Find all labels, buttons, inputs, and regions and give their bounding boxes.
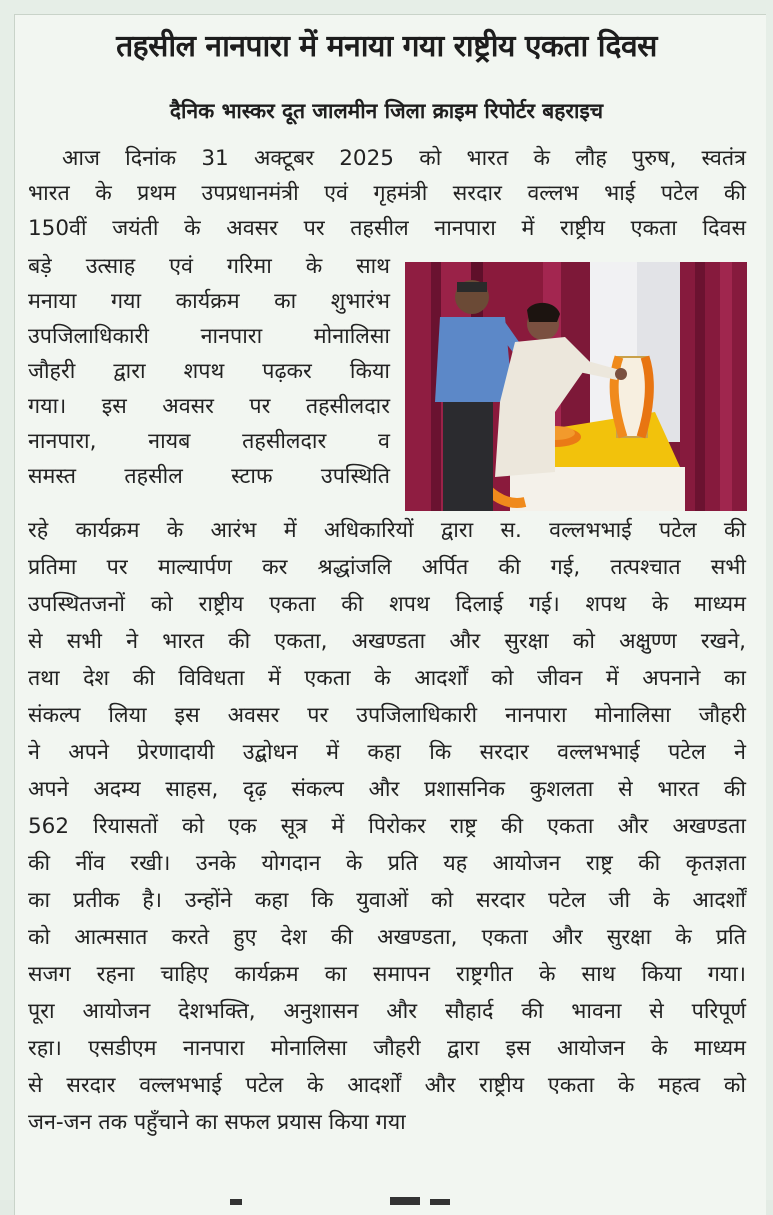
article-line: भारत के प्रथम उपप्रधानमंत्री एवं गृहमंत्री सरदार वल्लभ भाई पटेल की: [28, 181, 746, 206]
article-line: जन-जन तक पहुँचाने का सफल प्रयास किया गया: [28, 1110, 406, 1135]
article-line: संकल्प लिया इस अवसर पर उपजिलाधिकारी नानपारा मोनालिसा जौहरी: [28, 703, 746, 728]
event-photo: [405, 262, 747, 511]
article-byline: दैनिक भास्कर दूत जालमीन जिला क्राइम रिपोर्टर बहराइच: [169, 99, 604, 123]
article-line: उपजिलाधिकारी नानपारा मोनालिसा: [28, 324, 390, 349]
cut-off-text-marks: [230, 1195, 530, 1205]
article-line: 562 रियासतों को एक सूत्र में पिरोकर राष्ट्र की एकता और अखण्डता: [28, 814, 746, 839]
article-line: रहे कार्यक्रम के आरंभ में अधिकारियों द्वारा स. वल्लभभाई पटेल की: [28, 518, 746, 543]
article-line: गया। इस अवसर पर तहसीलदार: [28, 394, 390, 419]
article-line: अपने अदम्य साहस, दृढ़ संकल्प और प्रशासनिक कुशलता से भारत की: [28, 777, 746, 802]
article-line: को आत्मसात करते हुए देश की अखण्डता, एकता और सुरक्षा के प्रति: [28, 925, 746, 950]
article-line: मनाया गया कार्यक्रम का शुभारंभ: [28, 289, 390, 314]
article-line: समस्त तहसील स्टाफ उपस्थिति: [28, 464, 390, 489]
article-line: जौहरी द्वारा शपथ पढ़कर किया: [28, 359, 390, 384]
article-line: पूरा आयोजन देशभक्ति, अनुशासन और सौहार्द की भावना से परिपूर्ण: [28, 999, 746, 1024]
article-line: उपस्थितजनों को राष्ट्रीय एकता की शपथ दिलाई गई। शपथ के माध्यम: [28, 592, 746, 617]
article-line: तथा देश की विविधता में एकता के आदर्शों को जीवन में अपनाने का: [28, 666, 746, 691]
article-line: ने अपने प्रेरणादायी उद्बोधन में कहा कि सरदार वल्लभभाई पटेल ने: [28, 740, 746, 765]
article-line: की नींव रखी। उनके योगदान के प्रति यह आयोजन राष्ट्र की कृतज्ञता: [28, 851, 746, 876]
next-headline-fragment: [230, 1190, 530, 1200]
event-photo-image: [405, 262, 747, 511]
article-line: प्रतिमा पर माल्यार्पण कर श्रद्धांजलि अर्पित की गई, तत्पश्चात सभी: [28, 555, 746, 580]
article-line: से सभी ने भारत की एकता, अखण्डता और सुरक्षा को अक्षुण्ण रखने,: [28, 629, 746, 654]
article-line: रहा। एसडीएम नानपारा मोनालिसा जौहरी द्वारा इस आयोजन के माध्यम: [28, 1036, 746, 1061]
article-headline: तहसील नानपारा में मनाया गया राष्ट्रीय एकता दिवस: [116, 29, 657, 64]
article-line: आज दिनांक 31 अक्टूबर 2025 को भारत के लौह पुरुष, स्वतंत्र: [62, 146, 746, 171]
article-line: का प्रतीक है। उन्होंने कहा कि युवाओं को सरदार पटेल जी के आदर्शों: [28, 888, 746, 913]
article-line: नानपारा, नायब तहसीलदार व: [28, 429, 390, 454]
article-line: से सरदार वल्लभभाई पटेल के आदर्शों और राष्ट्रीय एकता के महत्व को: [28, 1073, 746, 1098]
article-line: सजग रहना चाहिए कार्यक्रम का समापन राष्ट्रगीत के साथ किया गया।: [28, 962, 746, 987]
article-line: बड़े उत्साह एवं गरिमा के साथ: [28, 254, 390, 279]
article-line: 150वीं जयंती के अवसर पर तहसील नानपारा में राष्ट्रीय एकता दिवस: [28, 216, 746, 241]
